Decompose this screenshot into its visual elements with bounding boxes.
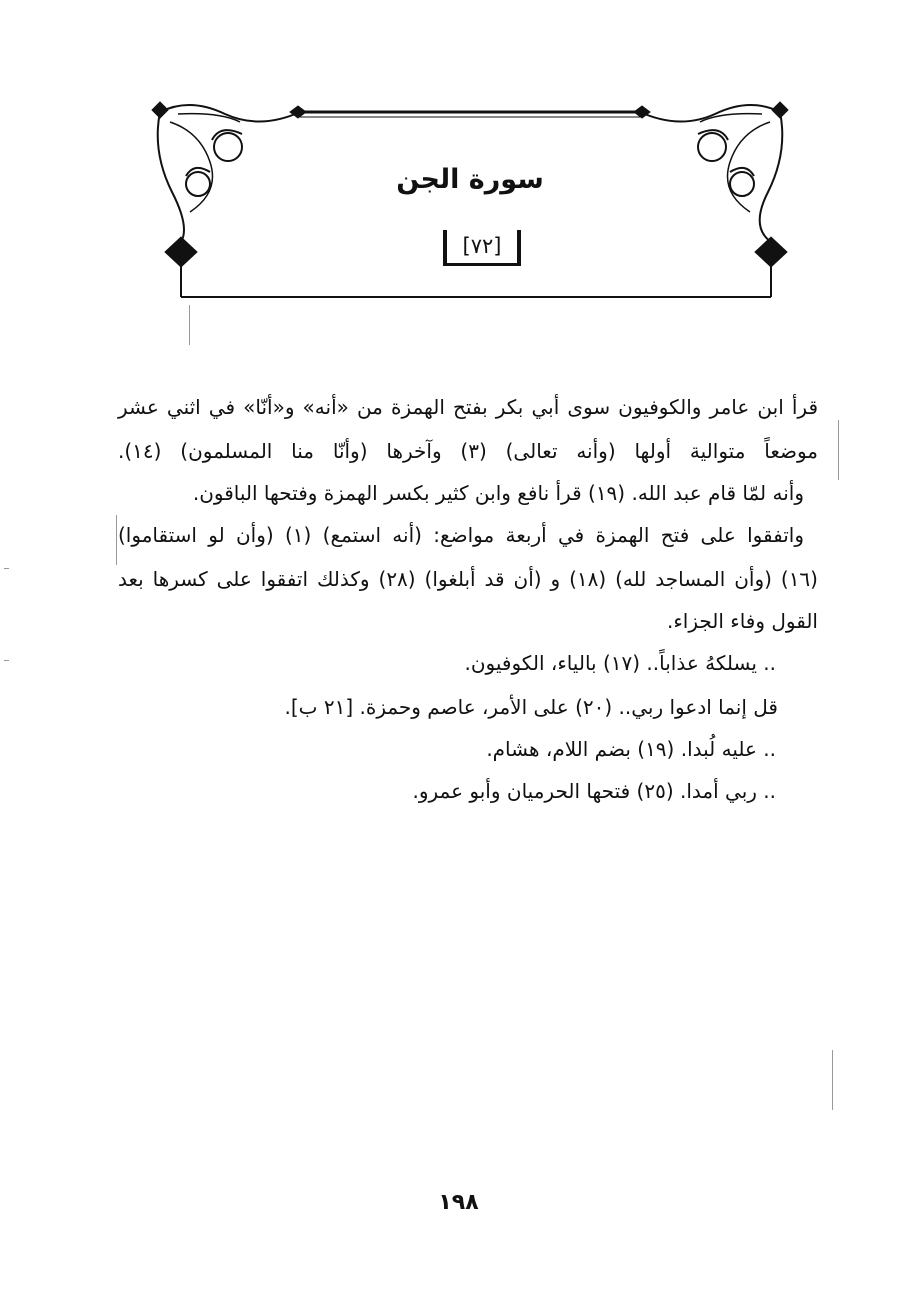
text-line: قرأ ابن عامر والكوفيون سوى أبي بكر بفتح الهمزة من «أنه» و«أنّا» في اثني عشر: [118, 395, 818, 419]
text-line: (١٦) (وأن المساجد لله) (١٨) و (أن قد أبلغوا) (٢٨) وكذلك اتفقوا على كسرها بعد: [118, 567, 818, 591]
scan-mark: [116, 515, 117, 565]
surah-title: سورة الجن: [396, 164, 544, 195]
text-line: واتفقوا على فتح الهمزة في أربعة مواضع: (أنه استمع) (١) (وأن لو استقاموا): [118, 523, 804, 547]
surah-number-box: [443, 228, 521, 264]
bracket-base: [443, 263, 521, 266]
scan-mark: [4, 568, 9, 569]
ornament-border: [150, 92, 790, 304]
scan-mark: [4, 660, 9, 661]
page-number: ١٩٨: [438, 1190, 479, 1215]
text-line: .. ربي أمدا. (٢٥) فتحها الحرميان وأبو عمرو.: [412, 779, 776, 803]
scan-mark: [838, 420, 839, 480]
text-line: القول وفاء الجزاء.: [667, 609, 818, 633]
scan-mark: [832, 1050, 833, 1110]
header-ornament-frame: [150, 92, 790, 304]
text-line: قل إنما ادعوا ربي.. (٢٠) على الأمر، عاصم وحمزة. [٢١ ب].: [284, 695, 778, 719]
text-line: موضعاً متوالية أولها (وأنه تعالى) (٣) وآخرها (وأنّا منا المسلمون) (١٤).: [118, 439, 819, 463]
text-line: .. يسلكهُ عذاباً.. (١٧) بالياء، الكوفيون.: [464, 651, 776, 675]
surah-number: [٧٢]: [462, 234, 502, 258]
bracket-bar-right: [517, 230, 521, 264]
scan-mark: [189, 305, 190, 345]
text-line: وأنه لمّا قام عبد الله. (١٩) قرأ نافع وابن كثير بكسر الهمزة وفتحها الباقون.: [192, 481, 804, 505]
text-line: .. عليه لُبدا. (١٩) بضم اللام، هشام.: [486, 737, 776, 761]
bracket-bar-left: [443, 230, 447, 264]
